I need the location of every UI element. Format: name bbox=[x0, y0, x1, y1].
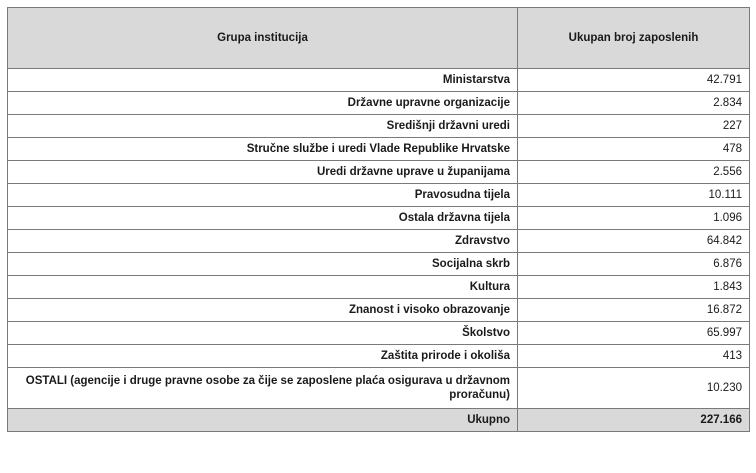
row-group: Ministarstva bbox=[8, 69, 518, 92]
table-row bbox=[8, 299, 750, 322]
row-employees: 65.997 bbox=[518, 322, 750, 345]
table-row bbox=[8, 207, 750, 230]
row-group: Središnji državni uredi bbox=[8, 115, 518, 138]
row-employees: 2.834 bbox=[518, 92, 750, 115]
row-group: OSTALI (agencije i druge pravne osobe za čije se zaposlene plaća osigurava u državnom proračunu) bbox=[8, 368, 518, 409]
table-row bbox=[8, 115, 750, 138]
table-header-row bbox=[8, 8, 750, 69]
row-group: Uredi državne uprave u županijama bbox=[8, 161, 518, 184]
row-employees: 227 bbox=[518, 115, 750, 138]
row-group: Zaštita prirode i okoliša bbox=[8, 345, 518, 368]
table-row bbox=[8, 184, 750, 207]
row-group: Pravosudna tijela bbox=[8, 184, 518, 207]
row-group: Stručne službe i uredi Vlade Republike Hrvatske bbox=[8, 138, 518, 161]
total-value: 227.166 bbox=[518, 409, 750, 432]
row-employees: 16.872 bbox=[518, 299, 750, 322]
employees-table-container bbox=[7, 7, 749, 432]
table-row bbox=[8, 92, 750, 115]
table-row bbox=[8, 161, 750, 184]
row-group: Ostala državna tijela bbox=[8, 207, 518, 230]
table-row bbox=[8, 368, 750, 409]
row-employees: 478 bbox=[518, 138, 750, 161]
row-employees: 2.556 bbox=[518, 161, 750, 184]
employees-table bbox=[7, 7, 750, 432]
row-employees: 413 bbox=[518, 345, 750, 368]
row-employees: 64.842 bbox=[518, 230, 750, 253]
row-employees: 10.111 bbox=[518, 184, 750, 207]
header-employees: Ukupan broj zaposlenih bbox=[518, 8, 750, 69]
row-group: Znanost i visoko obrazovanje bbox=[8, 299, 518, 322]
table-row bbox=[8, 230, 750, 253]
table-row bbox=[8, 322, 750, 345]
total-label: Ukupno bbox=[8, 409, 518, 432]
table-row bbox=[8, 253, 750, 276]
header-group: Grupa institucija bbox=[8, 8, 518, 69]
table-row bbox=[8, 138, 750, 161]
table-row bbox=[8, 345, 750, 368]
row-employees: 1.843 bbox=[518, 276, 750, 299]
row-group: Kultura bbox=[8, 276, 518, 299]
row-group: Zdravstvo bbox=[8, 230, 518, 253]
row-group: Školstvo bbox=[8, 322, 518, 345]
table-row bbox=[8, 276, 750, 299]
row-employees: 1.096 bbox=[518, 207, 750, 230]
row-employees: 6.876 bbox=[518, 253, 750, 276]
row-employees: 42.791 bbox=[518, 69, 750, 92]
table-row bbox=[8, 69, 750, 92]
row-employees: 10.230 bbox=[518, 368, 750, 409]
row-group: Socijalna skrb bbox=[8, 253, 518, 276]
row-group: Državne upravne organizacije bbox=[8, 92, 518, 115]
table-total-row bbox=[8, 409, 750, 432]
